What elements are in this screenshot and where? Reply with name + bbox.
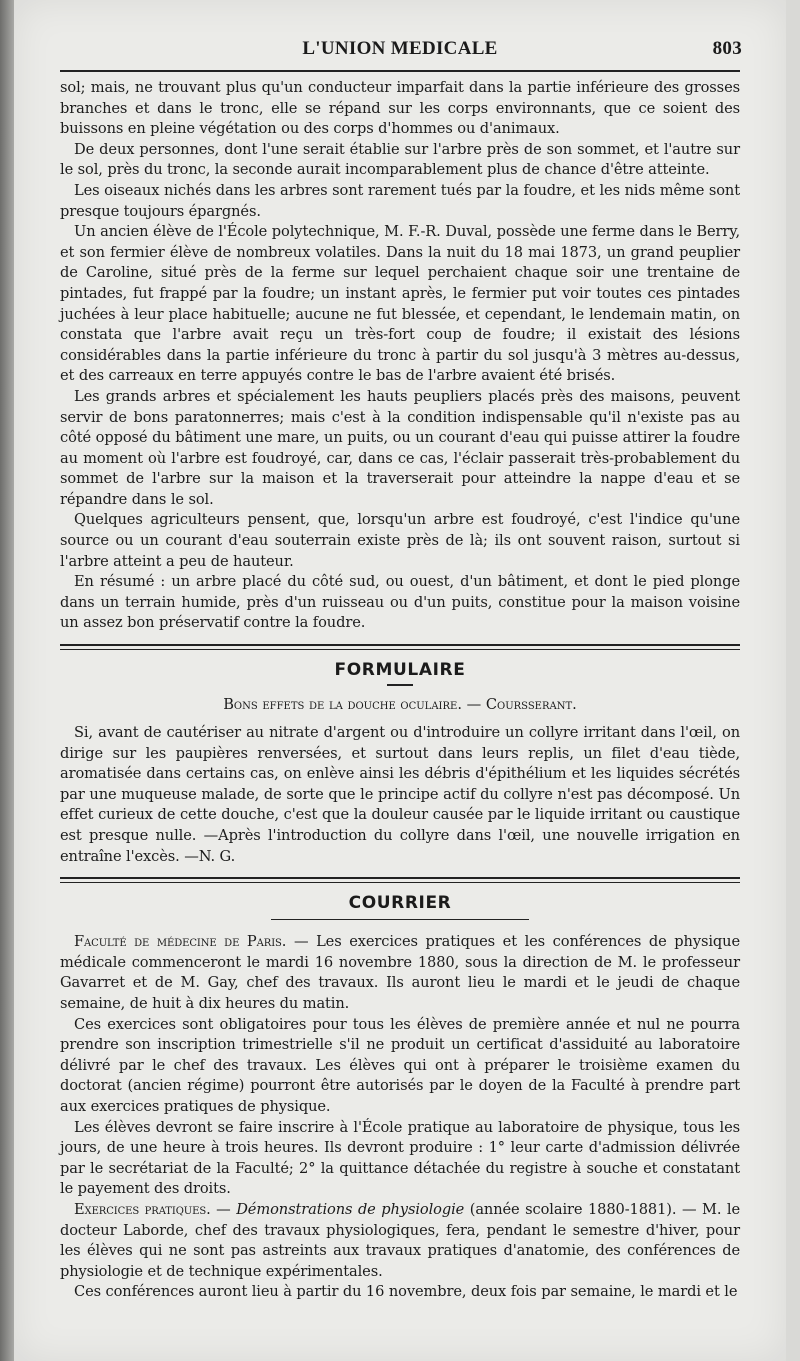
- courrier-paragraph: Ces conférences auront lieu à partir du 16 novembre, deux fois par semaine, le mardi et le: [74, 1283, 738, 1301]
- section-title-courrier: COURRIER: [348, 893, 452, 914]
- paragraph-lead: Faculté de médecine de Paris.: [74, 933, 287, 951]
- article-paragraph: Un ancien élève de l'École polytechnique, M. F.-R. Duval, possède une ferme dans le Berry, et son fermier élève de nombreux volatiles. Dans la nuit du 18 mai 1873, un grand peuplier de Caroline, situé près de la ferme sur lequel perchaient chaque soir une trentaine de pintades, fut frappé par la foudre; un instant après, le fermier put voir toutes ces pintades juchées à leur place habituelle; aucune ne fut blessée, et cependant, le lendemain matin, on constata que l'arbre avait reçu un très-fort coup de foudre; il existait des lésions considérables dans la partie inférieure du tronc à partir du sol jusqu'à 3 mètres au-dessus, et des carreaux en terre appuyés contre le bas de l'arbre avaient été brisés.: [60, 223, 740, 385]
- courrier-paragraph: [60, 932, 740, 1014]
- section-divider: [60, 877, 740, 883]
- article-body: [60, 78, 740, 634]
- section-title-formulaire: FORMULAIRE: [334, 660, 466, 681]
- article-paragraph: Les oiseaux nichés dans les arbres sont rarement tués par la foudre, et les nids même sont presque toujours épargnés.: [60, 181, 740, 220]
- paragraph-body: — Les exercices pratiques et les conférences de physique médicale commenceront le mardi 16 novembre 1880, sous la direction de M. le professeur Gavarret et de M. Gay, chef des travaux. Ils auront lieu le mardi et le jeudi de chaque semaine, de huit à dix heures du matin.: [60, 933, 741, 1012]
- article-paragraph: sol; mais, ne trouvant plus qu'un conducteur imparfait dans la partie inférieure des grosses branches et dans le tronc, elle se répand sur les corps environnants, que ce soient des buissons en pleine végétation ou des corps d'hommes ou d'animaux.: [60, 79, 740, 138]
- title-underline: [271, 919, 529, 920]
- article-paragraph: De deux personnes, dont l'une serait établie sur l'arbre près de son sommet, et l'autre sur le sol, près du tronc, la seconde aurait incomparablement plus de chance d'être atteinte.: [60, 140, 740, 179]
- newspaper-page: [14, 0, 786, 1361]
- formulaire-section: [60, 660, 740, 867]
- running-header: [60, 38, 740, 68]
- formulaire-paragraph: Si, avant de cautériser au nitrate d'argent ou d'introduire un collyre irritant dans l'œil, on dirige sur les paupières renversées, et surtout dans leurs replis, un filet d'eau tiède, aromatisée dans certains cas, on enlève ainsi les débris d'épithélium et les liquides sécrétés par une muqueuse malade, de sorte que le principe actif du collyre n'est pas décomposé. Un effet curieux de cette douche, c'est que la douleur causée par le liquide irritant ou caustique est presque nulle. —Après l'introduction du collyre dans l'œil, une nouvelle irrigation en entraîne l'excès. —N. G.: [60, 724, 740, 865]
- courrier-paragraph: Les élèves devront se faire inscrire à l'École pratique au laboratoire de physique, tous les jours, de une heure à trois heures. Ils devront produire : 1° leur carte d'admission délivrée par le secrétariat de la Faculté; 2° la quittance détachée du registre à souche et constatant le payement des droits.: [60, 1118, 740, 1198]
- paragraph-dash: —: [210, 1200, 237, 1218]
- paragraph-body: (année scolaire 1880-1881). — M. le docteur Laborde, chef des travaux physiologiques, fera, pendant le semestre d'hiver, pour les élèves qui ne sont pas astreints aux travaux pratiques d'anatomie, des conférences de physiologie et de technique expérimentales.: [60, 1200, 740, 1280]
- article-paragraph: En résumé : un arbre placé du côté sud, ou ouest, d'un bâtiment, et dont le pied plonge dans un terrain humide, près d'un ruisseau ou d'un puits, constitue pour la maison voisine un assez bon préservatif contre la foudre.: [60, 573, 740, 632]
- courrier-section: [60, 893, 740, 1303]
- courrier-paragraph: [60, 1200, 740, 1282]
- title-underline: [387, 684, 413, 686]
- header-rule: [60, 70, 740, 72]
- page-number: 803: [712, 38, 742, 59]
- courrier-paragraph: Ces exercices sont obligatoires pour tous les élèves de première année et nul ne pourra prendre son inscription trimestrielle s'il ne produit un certificat d'assiduité au laboratoire délivré par le chef des travaux. Les élèves qui ont à préparer le troisième examen du doctorat (ancien régime) pourront être autorisés par le doyen de la Faculté à prendre part aux exercices pratiques de physique.: [60, 1015, 740, 1115]
- formulaire-subhead: Bons effets de la douche oculaire. — Coursserant.: [223, 696, 577, 714]
- paragraph-italic: Démonstrations de physiologie: [236, 1200, 465, 1218]
- page-edge-shadow: [0, 0, 14, 1361]
- section-divider: [60, 644, 740, 650]
- article-paragraph: Les grands arbres et spécialement les hauts peupliers placés près des maisons, peuvent servir de bons paratonnerres; mais c'est à la condition indispensable qu'il n'existe pas au côté opposé du bâtiment une mare, un puits, ou un courant d'eau qui puisse attirer la foudre au moment où l'arbre est foudroyé, car, dans ce cas, l'éclair passerait très-probablement du sommet de l'arbre sur la maison et la traverserait pour atteindre la nappe d'eau et se répandre dans le sol.: [60, 387, 740, 508]
- page-content: [60, 38, 740, 1303]
- paragraph-lead: Exercices pratiques.: [74, 1200, 211, 1218]
- journal-title: L'UNION MEDICALE: [302, 38, 498, 59]
- article-paragraph: Quelques agriculteurs pensent, que, lorsqu'un arbre est foudroyé, c'est l'indice qu'une source ou un courant d'eau souterrain existe près de là; ils ont souvent raison, surtout si l'arbre atteint a peu de hauteur.: [60, 511, 740, 570]
